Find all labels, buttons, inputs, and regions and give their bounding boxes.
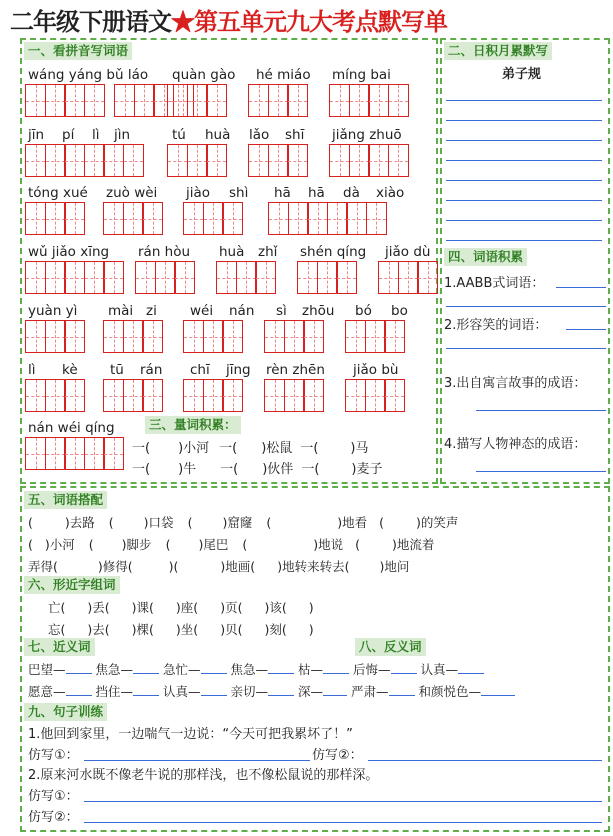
section-4-title: 四、词语积累 — [444, 248, 527, 266]
answer-line[interactable] — [566, 329, 606, 330]
answer-line[interactable] — [368, 760, 602, 761]
pinyin: jiǎo bù — [353, 362, 399, 378]
ciyu-item: 3.出自寓言故事的成语： — [444, 376, 587, 391]
ciyu-item: 2.形容笑的词语： — [444, 318, 548, 333]
answer-line[interactable] — [84, 801, 602, 802]
pinyin: huà — [205, 127, 231, 143]
ciyu-item: 1.AABB式词语： — [444, 276, 545, 291]
xingjin-row: 亡( )丢( )课( )座( )页( )该( ) — [48, 600, 314, 615]
section-9-title: 九、句子训练 — [24, 703, 107, 721]
dapei-row: 弄得( )修得( )( )地画( )地转来转去( )地问 — [28, 559, 410, 574]
answer-line[interactable] — [446, 220, 602, 221]
pinyin: hā — [308, 185, 325, 201]
writing-grid[interactable] — [297, 261, 357, 294]
dizigui-title: 弟子规 — [502, 67, 542, 82]
pinyin: lǎo — [249, 127, 270, 143]
section-3-title: 三、量词积累： — [145, 416, 241, 434]
pinyin: rán hòu — [138, 244, 191, 260]
imitate-label: 仿写①： — [28, 789, 79, 804]
answer-line[interactable] — [476, 410, 606, 411]
writing-grid[interactable] — [248, 144, 308, 177]
star-icon: ★ — [171, 7, 194, 36]
pinyin: zhǐ — [258, 244, 278, 260]
pinyin: jiǎo dù — [385, 244, 431, 260]
pinyin: xiào — [376, 185, 405, 201]
pinyin: jìn — [114, 127, 131, 143]
pinyin: chī — [190, 362, 210, 378]
pinyin: shén qíng — [300, 244, 367, 260]
section-1-title: 一、看拼音写词语 — [24, 42, 132, 60]
pinyin: jiào — [186, 185, 211, 201]
pinyin: lì — [28, 362, 36, 378]
writing-grid[interactable] — [216, 261, 276, 294]
jinyi-row: 巴望— 焦急— 急忙— 焦急— 枯— 后悔— 认真— — [28, 660, 484, 678]
pinyin: quàn gào — [172, 67, 236, 83]
answer-line[interactable] — [476, 471, 606, 472]
writing-grid[interactable] — [183, 320, 243, 353]
pinyin: zuò wèi — [106, 185, 158, 201]
pinyin: yuàn yì — [28, 303, 78, 319]
section-2-title: 二、日积月累默写 — [444, 42, 552, 60]
writing-grid[interactable] — [135, 261, 195, 294]
pinyin: huà — [219, 244, 245, 260]
pinyin: jīn — [28, 127, 45, 143]
writing-grid[interactable] — [329, 84, 409, 117]
sentence: 2.原来河水既不像老牛说的那样浅，也不像松鼠说的那样深。 — [28, 768, 379, 783]
pinyin: míng bai — [332, 67, 391, 83]
pinyin: sì — [276, 303, 287, 319]
dapei-row: ( )小河 ( )脚步 ( )尾巴 ( )地说 ( )地流着 — [28, 537, 435, 552]
answer-line[interactable] — [446, 100, 602, 101]
pinyin: nán wéi qíng — [28, 420, 115, 436]
writing-grid[interactable] — [248, 84, 308, 117]
title-main: 第五单元九大考点默写单 — [194, 7, 447, 36]
writing-grid[interactable] — [345, 320, 405, 353]
answer-line[interactable] — [556, 287, 606, 288]
pinyin: hā — [274, 185, 291, 201]
measure-row: 一( )小河 一( )松鼠 一( )马 — [132, 441, 369, 456]
xingjin-row: 忘( )去( )棵( )坐( )贝( )刻( ) — [48, 622, 314, 637]
answer-line[interactable] — [84, 822, 602, 823]
sentence: 1.他回到家里，一边喘气一边说：“今天可把我累坏了！” — [28, 727, 353, 742]
measure-row: 一( )牛 一( )伙伴 一( )麦子 — [132, 462, 383, 477]
answer-line[interactable] — [446, 240, 602, 241]
writing-grid[interactable] — [264, 320, 324, 353]
answer-line[interactable] — [446, 140, 602, 141]
writing-grid[interactable] — [25, 144, 144, 177]
section-8-title: 八、反义词 — [355, 638, 426, 656]
writing-grid[interactable] — [25, 320, 85, 353]
writing-grid[interactable] — [25, 84, 105, 117]
writing-grid[interactable] — [103, 379, 163, 412]
pinyin: rèn zhēn — [266, 362, 325, 378]
pinyin: bo — [391, 303, 408, 319]
writing-grid[interactable] — [25, 437, 124, 470]
writing-grid[interactable] — [167, 84, 227, 117]
answer-line[interactable] — [446, 200, 602, 201]
answer-line[interactable] — [446, 180, 602, 181]
pinyin: hé miáo — [256, 67, 311, 83]
writing-grid[interactable] — [25, 261, 124, 294]
ciyu-item: 4.描写人物神态的成语： — [444, 437, 587, 452]
section-7-title: 七、近义词 — [24, 638, 95, 656]
answer-line[interactable] — [446, 160, 602, 161]
imitate-label: 仿写②： — [312, 748, 363, 763]
pinyin: zhōu — [302, 303, 335, 319]
section-6-title: 六、形近字组词 — [24, 576, 120, 594]
pinyin: lì — [92, 127, 100, 143]
answer-line[interactable] — [84, 760, 310, 761]
writing-grid[interactable] — [167, 144, 227, 177]
pinyin: tú — [172, 127, 186, 143]
writing-grid[interactable] — [183, 379, 243, 412]
pinyin: kè — [62, 362, 78, 378]
writing-grid[interactable] — [264, 379, 324, 412]
writing-grid[interactable] — [25, 379, 85, 412]
imitate-label: 仿写②： — [28, 810, 79, 825]
writing-grid[interactable] — [268, 202, 387, 235]
pinyin: bó — [355, 303, 372, 319]
jinyi-row: 愿意— 挡住— 认真— 亲切— 深— 严肃— 和颜悦色— — [28, 682, 515, 700]
dapei-row: ( )去路 ( )口袋 ( )窟窿 ( )地看 ( )的笑声 — [28, 515, 459, 530]
writing-grid[interactable] — [183, 202, 243, 235]
pinyin: nán — [229, 303, 255, 319]
pinyin: pí — [62, 127, 75, 143]
answer-line[interactable] — [446, 120, 602, 121]
pinyin: wáng yáng bǔ láo — [28, 67, 149, 83]
writing-grid[interactable] — [103, 202, 163, 235]
pinyin: tóng xué — [28, 185, 88, 201]
writing-grid[interactable] — [329, 144, 409, 177]
answer-line[interactable] — [446, 348, 606, 349]
writing-grid[interactable] — [25, 202, 85, 235]
writing-grid[interactable] — [345, 379, 405, 412]
title-prefix: 二年级下册语文 — [10, 7, 171, 36]
answer-line[interactable] — [446, 306, 606, 307]
section-5-title: 五、词语搭配 — [24, 491, 107, 509]
imitate-label: 仿写①： — [28, 748, 79, 763]
pinyin: tū — [110, 362, 124, 378]
pinyin: zi — [146, 303, 157, 319]
pinyin: mài — [108, 303, 134, 319]
pinyin: shì — [229, 185, 249, 201]
writing-grid[interactable] — [103, 320, 163, 353]
page-title — [10, 2, 447, 37]
pinyin: wǔ jiǎo xīng — [28, 244, 110, 260]
pinyin: wéi — [190, 303, 214, 319]
pinyin: rán — [140, 362, 163, 378]
pinyin: jiǎng zhuō — [332, 127, 402, 143]
pinyin: dà — [343, 185, 360, 201]
pinyin: jīng — [226, 362, 251, 378]
pinyin: shī — [285, 127, 305, 143]
writing-grid[interactable] — [378, 261, 438, 294]
